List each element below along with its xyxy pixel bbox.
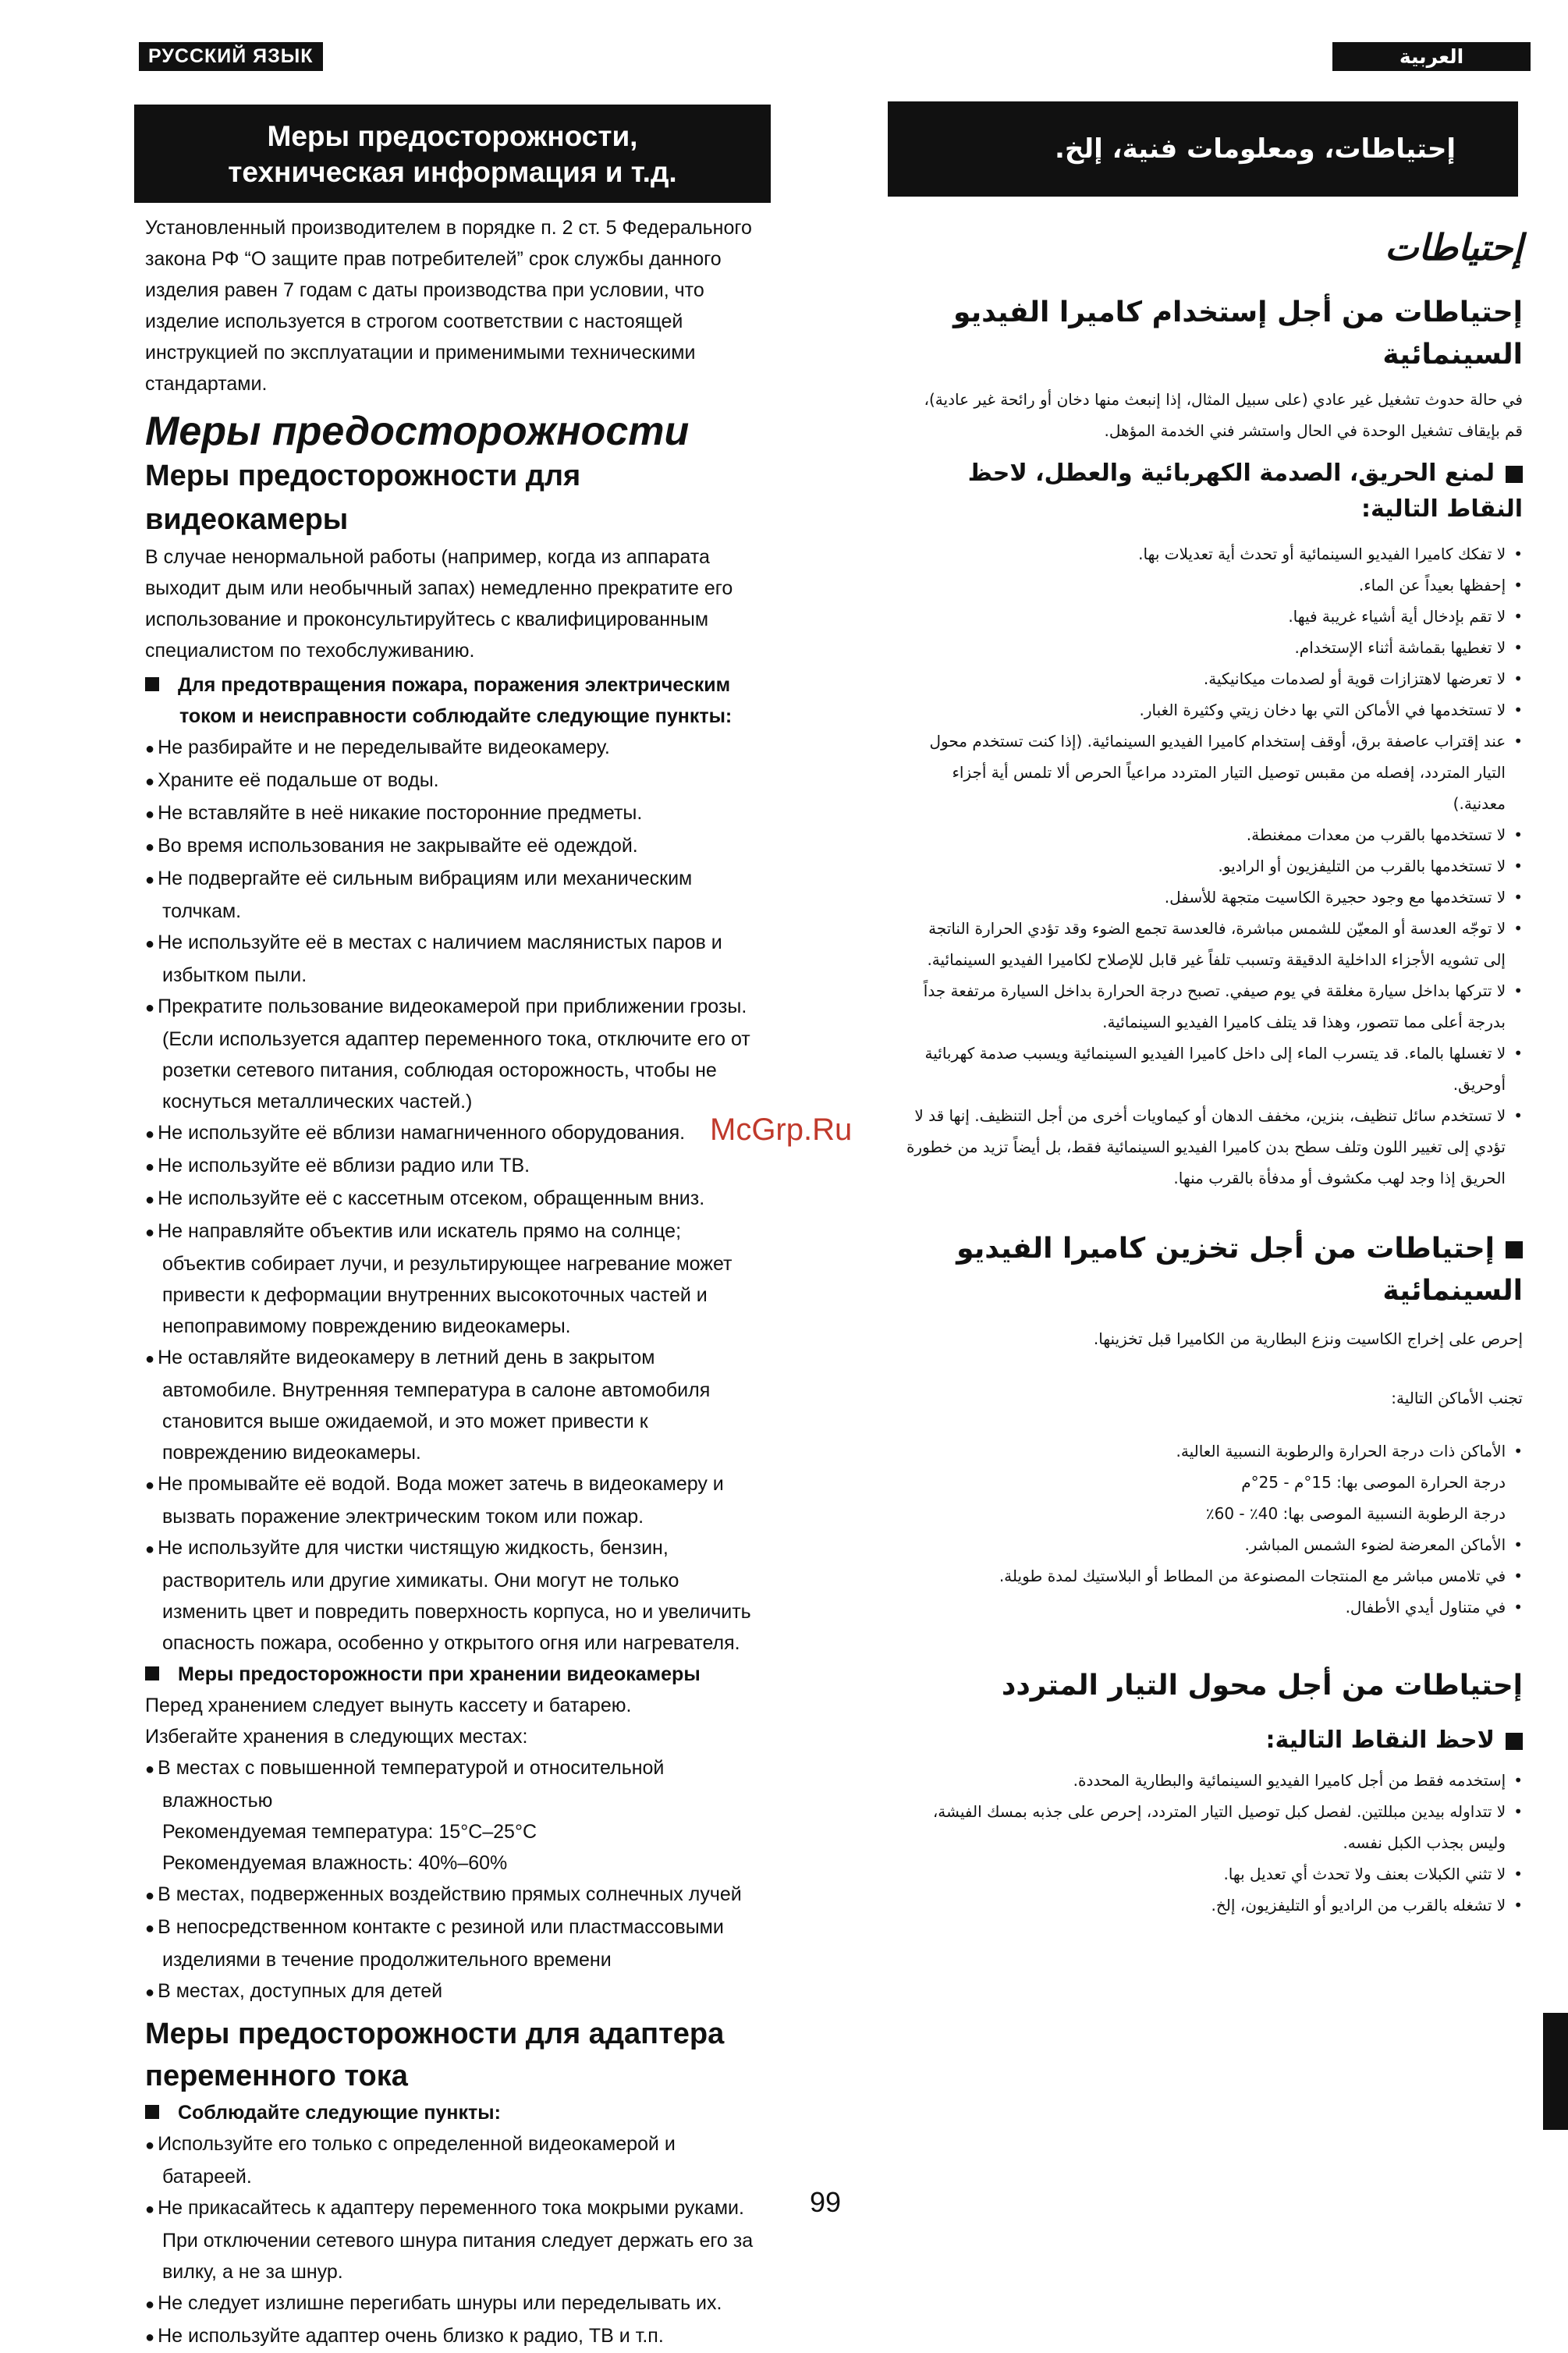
ru-adapter-item: ● Не следует излишне перегибать шнуры или переделывать их. [145, 2287, 769, 2320]
ar-adapter-item: • لا تثني الكبلات بعنف ولا تحدث أي تعديل بها. [905, 1858, 1523, 1890]
ar-storage-item: • في تلامس مباشر مع المنتجات المصنوعة من المطاط أو البلاستيك لمدة طويلة. [905, 1560, 1523, 1592]
ru-storage-item: ● В местах с повышенной температурой и относительной влажностью [145, 1752, 769, 1816]
ar-fire-heading: لمنع الحريق، الصدمة الكهربائية والعطل، لاحظ النقاط التالية: [967, 460, 1523, 523]
square-bullet-icon [145, 1666, 159, 1680]
ru-fire-item: ● Не промывайте её водой. Вода может затечь в видеокамеру и вызвать поражение электрическим током или пожар. [145, 1468, 769, 1532]
ru-fire-item: ● Не вставляйте в неё никакие посторонние предметы. [145, 797, 769, 830]
ru-storage-item: ● В местах, доступных для детей [145, 1975, 769, 2008]
page-number: 99 [810, 2186, 842, 2218]
ar-fire-item: • لا تستخدمها في الأماكن التي بها دخان زيتي وكثيرة الغبار. [905, 694, 1523, 726]
ar-fire-item: • لا تتركها بداخل سيارة مغلقة في يوم صيفي. تصبح درجة الحرارة بداخل السيارة مرتفعة جداً بدرجة أعلى مما تتصور، وهذا قد يتلف كاميرا الفيديو السينمائية. [905, 975, 1523, 1038]
ar-fire-item: • لا تفكك كاميرا الفيديو السينمائية أو تحدث أية تعديلات بها. [905, 538, 1523, 570]
ar-storage-line: تجنب الأماكن التالية: [1391, 1389, 1523, 1407]
ar-section-header: إحتياطات، ومعلومات فنية، إلخ. [888, 101, 1518, 197]
ru-fire-item: ● Прекратите пользование видеокамерой при приближении грозы. (Если используется адаптер переменного тока, отключите его от розетки сетевого питания, соблюдая осторожность, чтобы не коснуться металлических частей.) [145, 991, 769, 1117]
square-bullet-icon [1506, 1733, 1523, 1750]
ru-storage-humidity: Рекомендуемая влажность: 40%–60% [162, 1852, 508, 1874]
ru-fire-item: ● Храните её подальше от воды. [145, 765, 769, 797]
ar-fire-item: • عند إقتراب عاصفة برق، أوقف إستخدام كاميرا الفيديو السينمائية. (إذا كنت تستخدم محول التيار المتردد، إفصله من مقبس توصيل التيار المتردد مراعياً الحرص ألا تلمس أية أجزاء معدنية.) [905, 726, 1523, 819]
ru-adapter-item: ● Не прикасайтесь к адаптеру переменного тока мокрыми руками. При отключении сетевого шнура питания следует держать его за вилку, а не за шнур. [145, 2192, 769, 2287]
ru-storage-heading: Меры предосторожности при хранении видеокамеры [145, 1659, 769, 1690]
ru-storage-line: Избегайте хранения в следующих местах: [145, 1726, 528, 1748]
watermark: McGrp.Ru [710, 1113, 853, 1147]
russian-language-tab: РУССКИЙ ЯЗЫК [139, 42, 323, 71]
ar-camera-intro: في حالة حدوث تشغيل غير عادي (على سبيل المثال، إذا إنبعث منها دخان أو رائحة غير عادية)، قم بإيقاف تشغيل الوحدة في الحال واستشر فني الخدمة المؤهل. [924, 390, 1523, 440]
ru-fire-item: ● Не направляйте объектив или искатель прямо на солнце; объектив собирает лучи, и результирующее нагревание может привести к деформации внутренних высокоточных частей и непоправимому повреждению видеокамеры. [145, 1216, 769, 1342]
ar-title: إحتياطات [1385, 226, 1523, 268]
ar-fire-item: • لا تغطيها بقماشة أثناء الإستخدام. [905, 632, 1523, 663]
ru-adapter-item: ● Используйте его только с определенной видеокамерой и батареей. [145, 2128, 769, 2192]
ar-fire-item: • لا تقم بإدخال أية أشياء غريبة فيها. [905, 601, 1523, 632]
ar-storage-item: • الأماكن المعرضة لضوء الشمس المباشر. [905, 1529, 1523, 1560]
ru-storage-line: Перед хранением следует вынуть кассету и батарею. [145, 1695, 632, 1716]
ru-fire-heading: Для предотвращения пожара, поражения электрическим током и неисправности соблюдайте следующие пункты: [145, 669, 769, 732]
ar-storage-line: إحرص على إخراج الكاسيت ونزع البطارية من الكاميرا قبل تخزينها. [1093, 1329, 1523, 1348]
square-bullet-icon [1506, 1241, 1523, 1258]
square-bullet-icon [145, 677, 159, 691]
ru-intro: Установленный производителем в порядке п. 2 ст. 5 Федерального закона РФ “О защите прав потребителей” срок службы данного изделия равен 7 годам с даты производства при условии, что изделие используется в строгом соответствии с настоящей инструкцией по эксплуатации и применимыми техническими стандартами. [145, 217, 752, 395]
ru-adapter-item: ● Не используйте адаптер очень близко к радио, ТВ и т.п. [145, 2320, 769, 2353]
ru-adapter-sub: Соблюдайте следующие пункты: [145, 2097, 769, 2128]
ar-fire-item: • لا تستخدمها مع وجود حجيرة الكاسيت متجهة للأسفل. [905, 882, 1523, 913]
ru-fire-item: ● Не используйте её вблизи радио или ТВ. [145, 1150, 769, 1183]
ru-storage-item: ● В местах, подверженных воздействию прямых солнечных лучей [145, 1879, 769, 1911]
ru-adapter-heading: Меры предосторожности для адаптера переменного тока [145, 2018, 725, 2092]
ru-title: Меры предосторожности [145, 409, 690, 454]
ru-camera-heading: Меры предосторожности для видеокамеры [145, 460, 581, 536]
arabic-language-tab: العربية [1332, 42, 1531, 71]
ar-storage-humidity: درجة الرطوبة النسبية الموصى بها: 40٪ - 60٪ [1205, 1504, 1506, 1523]
page-edge-tab [1543, 2013, 1568, 2130]
ar-fire-list [905, 538, 1523, 1194]
ru-fire-item: ● Не подвергайте её сильным вибрациям или механическим толчкам. [145, 863, 769, 927]
ar-storage-list [905, 1323, 1523, 1623]
ru-storage-temp: Рекомендуемая температура: 15°C–25°C [162, 1821, 537, 1843]
ru-storage-item: ● В непосредственном контакте с резиной или пластмассовыми изделиями в течение продолжительного времени [145, 1911, 769, 1975]
ru-fire-item: ● Не используйте для чистки чистящую жидкость, бензин, растворитель или другие химикаты. Они могут не только изменить цвет и повредить поверхность корпуса, но и увеличить опасность пожара, особенно у открытого огня или нагревателя. [145, 1532, 769, 1659]
ru-fire-item: ● Не используйте её вблизи намагниченного оборудования. [145, 1117, 769, 1150]
ar-adapter-heading: إحتياطات من أجل محول التيار المتردد [1001, 1670, 1523, 1702]
ru-fire-item: ● Во время использования не закрывайте её одеждой. [145, 830, 769, 863]
ar-adapter-item: • إستخدمه فقط من أجل كاميرا الفيديو السينمائية والبطارية المحددة. [905, 1765, 1523, 1796]
ar-fire-item: • لا تغسلها بالماء. قد يتسرب الماء إلى داخل كاميرا الفيديو السينمائية ويسبب صدمة كهربائية أوحريق. [905, 1038, 1523, 1100]
ar-adapter-list [905, 1765, 1523, 1921]
ar-fire-item: • لا تستخدمها بالقرب من معدات ممغنطة. [905, 819, 1523, 850]
ar-column [905, 220, 1523, 1921]
ru-column [145, 212, 769, 2353]
ar-fire-item: • لا تستخدمها بالقرب من التليفزيون أو الراديو. [905, 850, 1523, 882]
ar-fire-item: • لا تستخدم سائل تنظيف، بنزين، مخفف الدهان أو كيماويات أخرى من أجل التنظيف. إنها قد لا تؤدي إلى تغيير اللون وتلف سطح بدن كاميرا الفيديو السينمائية فقط، بل أيضاً تزيد من خطورة الحريق إذا وجد لهب مكشوف أو مدفأة بالقرب منها. [905, 1100, 1523, 1194]
ru-fire-item: ● Не разбирайте и не переделывайте видеокамеру. [145, 732, 769, 765]
ar-fire-item: • لا تعرضها لاهتزازات قوية أو لصدمات ميكانيكية. [905, 663, 1523, 694]
ar-camera-heading: إحتياطات من أجل إستخدام كاميرا الفيديو السينمائية [953, 296, 1523, 371]
ar-storage-heading: إحتياطات من أجل تخزين كاميرا الفيديو السينمائية [956, 1233, 1523, 1307]
ru-fire-item: ● Не используйте её в местах с наличием маслянистых паров и избытком пыли. [145, 927, 769, 991]
ru-fire-item: ● Не используйте её с кассетным отсеком, обращенным вниз. [145, 1183, 769, 1216]
ar-adapter-sub: لاحظ النقاط التالية: [905, 1723, 1523, 1759]
square-bullet-icon [1506, 466, 1523, 483]
ar-fire-item: • إحفظها بعيداً عن الماء. [905, 570, 1523, 601]
ru-camera-intro: В случае ненормальной работы (например, когда из аппарата выходит дым или необычный запах) немедленно прекратите его использование и проконсультируйтесь с квалифицированным специалистом по техобслуживанию. [145, 546, 733, 662]
ar-adapter-item: • لا تتداوله بيدين مبللتين. لفصل كبل توصيل التيار المتردد، إحرص على جذبه بمسك الفيشة، وليس بجذب الكبل نفسه. [905, 1796, 1523, 1858]
ar-adapter-item: • لا تشغله بالقرب من الراديو أو التليفزيون، إلخ. [905, 1890, 1523, 1921]
ar-fire-item: • لا توجّه العدسة أو المعيّن للشمس مباشرة، فالعدسة تجمع الضوء وقد تؤدي الحرارة الناتجة إلى تشويه الأجزاء الداخلية الدقيقة وتسبب تلفاً غير قابل للإصلاح لكاميرا الفيديو السينمائية. [905, 913, 1523, 975]
ar-storage-item: • الأماكن ذات درجة الحرارة والرطوبة النسبية العالية. [905, 1436, 1523, 1467]
ar-storage-item: • في متناول أيدي الأطفال. [905, 1592, 1523, 1623]
ru-section-header: Меры предосторожности, техническая информация и т.д. [134, 105, 771, 203]
square-bullet-icon [145, 2105, 159, 2119]
ar-storage-temp: درجة الحرارة الموصى بها: 15°م - 25°م [1241, 1473, 1506, 1492]
ru-fire-item: ● Не оставляйте видеокамеру в летний день в закрытом автомобиле. Внутренняя температура в салоне автомобиля становится выше ожидаемой, и это может привести к повреждению видеокамеры. [145, 1342, 769, 1468]
